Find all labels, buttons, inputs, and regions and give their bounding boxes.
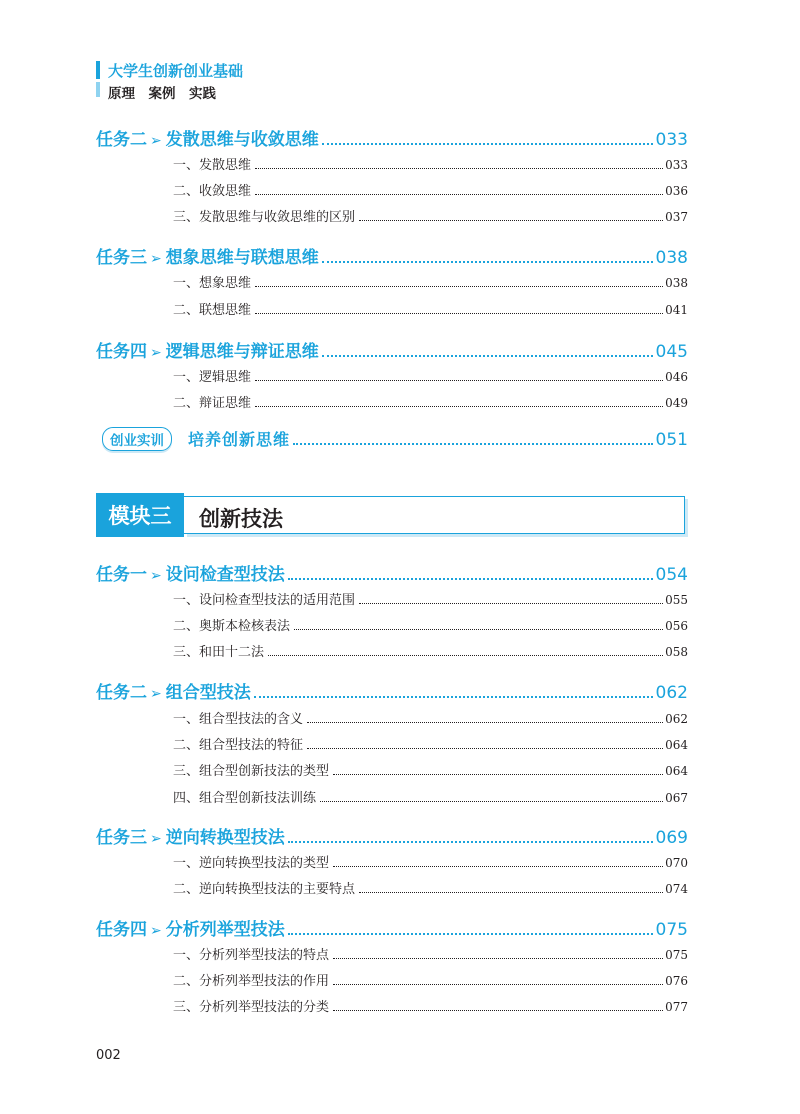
toc-item-label: 二、逆向转换型技法的主要特点 [173,882,356,897]
toc-task-row[interactable] [96,243,688,268]
dot-leader [320,801,663,802]
dot-leader [307,748,663,749]
page-ref: 033 [655,130,688,150]
module-header[interactable] [96,493,688,537]
toc-item-label: 一、设问检查型技法的适用范围 [173,593,356,608]
dot-leader [333,984,663,985]
toc-item-label: 一、发散思维 [173,158,252,173]
dot-leader [255,313,663,314]
dot-leader [255,406,663,407]
toc-item-label: 四、组合型创新技法训练 [173,791,317,806]
page-ref: 077 [665,1000,688,1014]
toc-item-row[interactable] [173,734,688,753]
arrow-right-icon: ➢ [150,133,162,149]
toc-item-label: 一、组合型技法的含义 [173,712,304,727]
dot-leader [322,261,653,263]
task-title: 逆向转换型技法 [165,828,285,848]
toc-item-label: 二、分析列举型技法的作用 [173,974,330,989]
task-number: 任务二 [96,130,147,150]
page-ref: 046 [665,370,688,384]
page-ref: 062 [665,712,688,726]
toc-item-label: 一、逆向转换型技法的类型 [173,856,330,871]
toc-item-row[interactable] [173,299,688,318]
page-ref: 036 [665,184,688,198]
toc-item-row[interactable] [173,615,688,634]
page-ref: 037 [665,210,688,224]
toc-item-label: 三、发散思维与收敛思维的区别 [173,210,356,225]
dot-leader [333,1010,663,1011]
task-number: 任务一 [96,565,147,585]
page-ref: 067 [665,791,688,805]
arrow-right-icon: ➢ [150,345,162,361]
page-ref: 051 [655,430,688,450]
dot-leader [294,629,663,630]
arrow-right-icon: ➢ [150,568,162,584]
dot-leader [255,286,663,287]
task-title: 想象思维与联想思维 [165,248,319,268]
dot-leader [307,722,663,723]
dot-leader [359,892,663,893]
arrow-right-icon: ➢ [150,251,162,267]
page-ref: 045 [655,342,688,362]
task-number: 任务三 [96,248,147,268]
toc-item-row[interactable] [173,272,688,291]
dot-leader [255,168,663,169]
toc-task-row[interactable] [96,125,688,150]
dot-leader [288,841,653,843]
toc-item-row[interactable] [173,589,688,608]
page-ref: 070 [665,856,688,870]
module-label: 模块三 [96,493,184,537]
task-title: 组合型技法 [165,683,251,703]
page-ref: 064 [665,764,688,778]
book-subtitle: 原理 案例 实践 [108,86,216,102]
toc-item-row[interactable] [173,944,688,963]
toc-item-row[interactable] [173,996,688,1015]
page-ref: 062 [655,683,688,703]
task-title: 逻辑思维与辩证思维 [165,342,319,362]
toc-item-row[interactable] [173,852,688,871]
toc-item-row[interactable] [173,970,688,989]
toc-item-label: 三、组合型创新技法的类型 [173,764,330,779]
task-title: 分析列举型技法 [165,920,285,940]
toc-task-row[interactable] [96,915,688,940]
toc-item-row[interactable] [173,641,688,660]
toc-item-label: 一、想象思维 [173,276,252,291]
book-title: 大学生创新创业基础 [108,62,244,80]
toc-item-label: 一、逻辑思维 [173,370,252,385]
dot-leader [288,578,653,580]
page-ref: 075 [665,948,688,962]
task-title: 设问检查型技法 [165,565,285,585]
toc-item-label: 三、和田十二法 [173,645,265,660]
toc-item-row[interactable] [173,708,688,727]
toc-task-row[interactable] [96,678,688,703]
task-number: 任务四 [96,342,147,362]
task-number: 任务四 [96,920,147,940]
page-number: 002 [96,1048,121,1063]
task-number: 任务二 [96,683,147,703]
practice-badge: 创业实训 [102,427,172,451]
dot-leader [322,143,653,145]
dot-leader [359,603,663,604]
page-ref: 033 [665,158,688,172]
dot-leader [359,220,663,221]
page-ref: 038 [665,276,688,290]
toc-item-row[interactable] [173,180,688,199]
toc-item-row[interactable] [173,366,688,385]
toc-item-label: 二、组合型技法的特征 [173,738,304,753]
toc-item-row[interactable] [173,392,688,411]
dot-leader [322,355,653,357]
dot-leader [288,933,653,935]
page-ref: 049 [665,396,688,410]
dot-leader [255,380,663,381]
toc-item-label: 二、联想思维 [173,303,252,318]
page-ref: 074 [665,882,688,896]
page-ref: 055 [665,593,688,607]
arrow-right-icon: ➢ [150,831,162,847]
page-ref: 076 [665,974,688,988]
dot-leader [268,655,663,656]
page-ref: 056 [665,619,688,633]
arrow-right-icon: ➢ [150,686,162,702]
dot-leader [333,866,663,867]
header-accent-bar-light [96,82,100,97]
arrow-right-icon: ➢ [150,923,162,939]
dot-leader [255,194,663,195]
module-title: 创新技法 [199,507,283,531]
task-title: 发散思维与收敛思维 [165,130,319,150]
page-ref: 058 [665,645,688,659]
page-ref: 041 [665,303,688,317]
toc-item-label: 二、辩证思维 [173,396,252,411]
toc-item-row[interactable] [173,760,688,779]
toc-item-row[interactable] [173,878,688,897]
module-title-box [184,496,685,534]
toc-item-label: 一、分析列举型技法的特点 [173,948,330,963]
dot-leader [254,696,653,698]
header-accent-bar [96,61,100,79]
practice-title: 培养创新思维 [188,430,291,449]
page-ref: 069 [655,828,688,848]
toc-item-row[interactable] [173,154,688,173]
dot-leader [333,774,663,775]
toc-item-row[interactable] [173,206,688,225]
page-ref: 038 [655,248,688,268]
toc-item-label: 二、奥斯本检核表法 [173,619,291,634]
toc-task-row[interactable] [96,337,688,362]
toc-item-label: 三、分析列举型技法的分类 [173,1000,330,1015]
toc-task-row[interactable] [96,823,688,848]
toc-task-row[interactable] [96,560,688,585]
dot-leader [293,443,653,445]
toc-item-label: 二、收敛思维 [173,184,252,199]
toc-item-row[interactable] [173,787,688,806]
dot-leader [333,958,663,959]
page-ref: 054 [655,565,688,585]
page-ref: 075 [655,920,688,940]
page-ref: 064 [665,738,688,752]
practice-row[interactable] [96,427,688,451]
task-number: 任务三 [96,828,147,848]
